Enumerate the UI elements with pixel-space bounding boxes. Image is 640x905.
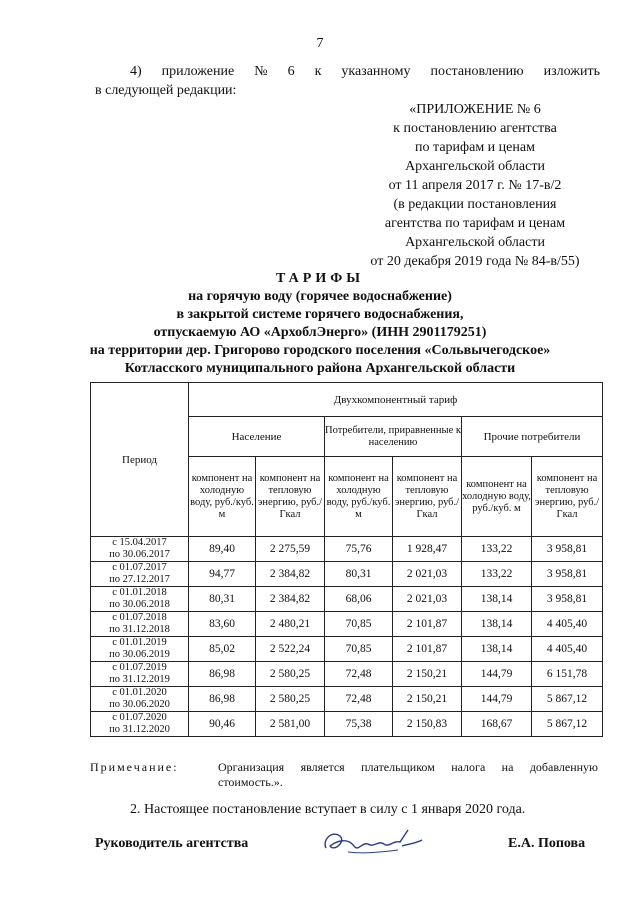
period-to: по 27.12.2017 — [109, 574, 170, 585]
item4-word: указанному — [341, 64, 411, 79]
period-from: с 01.07.2017 — [112, 562, 167, 573]
title-line: на территории дер. Григорово городского поселения «Сольвычегодское» — [89, 343, 551, 358]
tariff-value-cell: 2 275,59 — [256, 537, 325, 562]
tariff-value-cell: 2 101,87 — [393, 637, 462, 662]
col-header-water: компонент на холодную воду, руб./куб. м — [462, 457, 532, 537]
table-row — [91, 612, 603, 637]
table-body — [91, 537, 603, 737]
tariff-value-cell: 2 384,82 — [256, 587, 325, 612]
period-cell — [91, 587, 189, 612]
tariff-value-cell: 2 021,03 — [393, 562, 462, 587]
tariff-value-cell: 90,46 — [189, 712, 256, 737]
table-row — [91, 562, 603, 587]
tariff-value-cell: 75,76 — [325, 537, 393, 562]
appendix-line: от 20 декабря 2019 года № 84-в/55) — [370, 254, 580, 269]
tariff-value-cell: 1 928,47 — [393, 537, 462, 562]
document-title — [0, 270, 640, 378]
tariff-value-cell: 80,31 — [325, 562, 393, 587]
page-number: 7 — [316, 36, 324, 51]
tariff-value-cell: 94,77 — [189, 562, 256, 587]
tariff-value-cell: 75,38 — [325, 712, 393, 737]
table-row — [91, 587, 603, 612]
appendix-line: Архангельской области — [405, 159, 545, 174]
table-row — [91, 687, 603, 712]
tariff-value-cell: 80,31 — [189, 587, 256, 612]
tariff-value-cell: 2 150,21 — [393, 662, 462, 687]
tariff-value-cell: 5 867,12 — [532, 687, 603, 712]
col-header-water: компонент на холодную воду, руб./куб. м — [189, 457, 256, 537]
tariff-value-cell: 5 867,12 — [532, 712, 603, 737]
item4-word: 4) — [130, 64, 142, 79]
tariff-value-cell: 70,85 — [325, 637, 393, 662]
col-header-heat: компонент на тепловую энергию, руб./Гкал — [532, 457, 603, 537]
note-label: Примечание: — [90, 760, 179, 774]
signatory-title: Руководитель агентства — [95, 836, 249, 851]
tariff-value-cell: 68,06 — [325, 587, 393, 612]
period-to: по 30.06.2018 — [109, 599, 170, 610]
col-header-water: компонент на холодную воду, руб./куб. м — [325, 457, 393, 537]
tariff-value-cell: 2 480,21 — [256, 612, 325, 637]
item4-word: постановлению — [430, 64, 524, 79]
tariff-value-cell: 3 958,81 — [532, 587, 603, 612]
tariff-value-cell: 4 405,40 — [532, 612, 603, 637]
group-header-population: Население — [189, 417, 325, 457]
period-cell — [91, 687, 189, 712]
title-line: Котласского муниципального района Архангельской области — [124, 361, 516, 376]
table-row — [91, 662, 603, 687]
group-header-equivalent: Потребители, приравненные к населению — [325, 417, 462, 457]
period-cell — [91, 562, 189, 587]
paragraph-2: 2. Настоящее постановление вступает в силу с 1 января 2020 года. — [130, 802, 526, 817]
tariff-value-cell: 89,40 — [189, 537, 256, 562]
tariff-value-cell: 168,67 — [462, 712, 532, 737]
tariff-value-cell: 144,79 — [462, 662, 532, 687]
period-cell — [91, 637, 189, 662]
tariff-value-cell: 2 384,82 — [256, 562, 325, 587]
period-cell — [91, 712, 189, 737]
tariff-value-cell: 72,48 — [325, 662, 393, 687]
handwritten-signature — [318, 822, 428, 862]
period-header: Период — [91, 383, 189, 537]
item4-word: 6 — [287, 64, 295, 79]
tariff-value-cell: 2 150,83 — [393, 712, 462, 737]
tariff-value-cell: 86,98 — [189, 662, 256, 687]
tariff-value-cell: 83,60 — [189, 612, 256, 637]
item4-line2: в следующей редакции: — [95, 83, 237, 98]
period-from: с 01.07.2020 — [112, 712, 167, 723]
period-to: по 30.06.2017 — [109, 549, 170, 560]
period-to: по 30.06.2020 — [109, 699, 170, 710]
item4-word: изложить — [543, 64, 600, 79]
title-heading: ТАРИФЫ — [276, 271, 364, 286]
period-from: с 01.07.2019 — [112, 662, 167, 673]
tariff-table — [90, 382, 603, 737]
period-from: с 01.01.2018 — [112, 587, 167, 598]
tariff-value-cell: 2 101,87 — [393, 612, 462, 637]
period-cell — [91, 537, 189, 562]
period-cell — [91, 662, 189, 687]
tariff-value-cell: 72,48 — [325, 687, 393, 712]
title-line: на горячую воду (горячее водоснабжение) — [188, 289, 452, 304]
period-cell — [91, 612, 189, 637]
table-row — [91, 637, 603, 662]
tariff-value-cell: 2 580,25 — [256, 662, 325, 687]
item4-line1 — [130, 64, 600, 80]
appendix-header — [355, 100, 595, 271]
period-from: с 01.01.2019 — [112, 637, 167, 648]
table-row — [91, 537, 603, 562]
tariff-value-cell: 138,14 — [462, 587, 532, 612]
tariff-value-cell: 2 150,21 — [393, 687, 462, 712]
tariff-value-cell: 138,14 — [462, 637, 532, 662]
note-text: Организация является плательщиком налога на добавленную стоимость.». — [218, 760, 598, 789]
item4-word: к — [314, 64, 322, 79]
table-row — [91, 712, 603, 737]
tariff-value-cell: 2 522,24 — [256, 637, 325, 662]
tariff-value-cell: 3 958,81 — [532, 562, 603, 587]
period-from: с 15.04.2017 — [112, 537, 167, 548]
period-to: по 30.06.2019 — [109, 649, 170, 660]
tariff-value-cell: 3 958,81 — [532, 537, 603, 562]
tariff-value-cell: 133,22 — [462, 537, 532, 562]
tariff-value-cell: 4 405,40 — [532, 637, 603, 662]
appendix-line: (в редакции постановления — [393, 197, 557, 212]
tariff-value-cell: 138,14 — [462, 612, 532, 637]
period-to: по 31.12.2020 — [109, 724, 170, 735]
col-header-heat: компонент на тепловую энергию, руб./Гкал — [393, 457, 462, 537]
signatory-name: Е.А. Попова — [508, 836, 586, 851]
tariff-value-cell: 6 151,78 — [532, 662, 603, 687]
title-line: отпускаемую АО «АрхоблЭнерго» (ИНН 2901179251) — [153, 325, 487, 340]
appendix-line: к постановлению агентства — [393, 121, 557, 136]
tariff-value-cell: 2 581,00 — [256, 712, 325, 737]
period-to: по 31.12.2018 — [109, 624, 170, 635]
tariff-value-cell: 144,79 — [462, 687, 532, 712]
appendix-line: от 11 апреля 2017 г. № 17-в/2 — [388, 178, 562, 193]
tariff-value-cell: 70,85 — [325, 612, 393, 637]
tariff-value-cell: 85,02 — [189, 637, 256, 662]
appendix-line: «ПРИЛОЖЕНИЕ № 6 — [409, 102, 541, 117]
period-to: по 31.12.2019 — [109, 674, 170, 685]
tariff-value-cell: 2 021,03 — [393, 587, 462, 612]
appendix-line: по тарифам и ценам — [415, 140, 535, 155]
tariff-value-cell: 86,98 — [189, 687, 256, 712]
item4-word: приложение — [161, 64, 235, 79]
appendix-line: агентства по тарифам и ценам — [384, 216, 566, 231]
period-from: с 01.07.2018 — [112, 612, 167, 623]
period-from: с 01.01.2020 — [112, 687, 167, 698]
two-component-header: Двухкомпонентный тариф — [189, 383, 603, 417]
group-header-other: Прочие потребители — [462, 417, 603, 457]
col-header-heat: компонент на тепловую энергию, руб./Гкал — [256, 457, 325, 537]
item4-word: № — [254, 64, 268, 79]
tariff-value-cell: 2 580,25 — [256, 687, 325, 712]
tariff-value-cell: 133,22 — [462, 562, 532, 587]
title-line: в закрытой системе горячего водоснабжения, — [176, 307, 464, 322]
appendix-line: Архангельской области — [405, 235, 545, 250]
